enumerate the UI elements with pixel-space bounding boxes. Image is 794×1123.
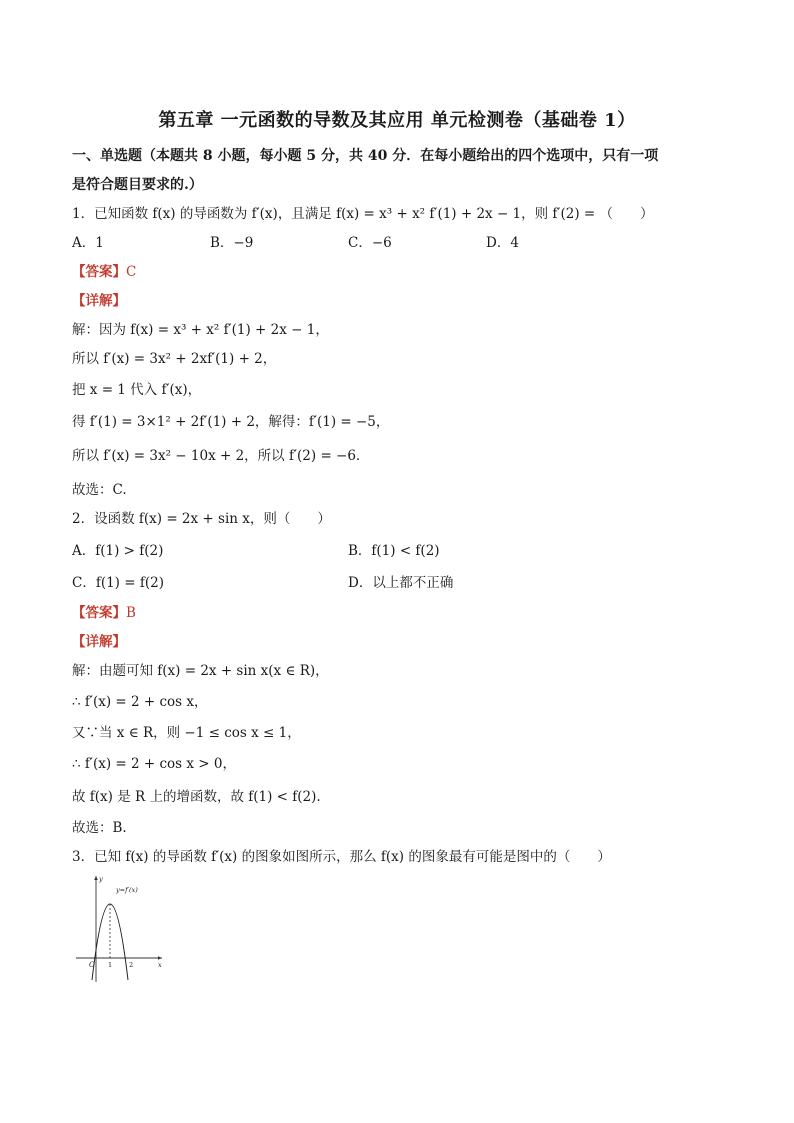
q1-option-a: A．1 (72, 235, 104, 251)
q1-option-b: B．−9 (210, 235, 254, 251)
q2-step-1: 解：由题可知 f(x) = 2x + sin x(x ∈ R)， (72, 663, 329, 679)
q1-option-d: D．4 (486, 235, 519, 251)
q2-option-a: A．f(1) > f(2) (72, 543, 164, 559)
q1-step-1: 解：因为 f(x) = x³ + x² f′(1) + 2x − 1， (72, 322, 329, 338)
q2-step-2: ∴ f′(x) = 2 + cos x， (72, 694, 208, 710)
q1-answer (72, 262, 136, 282)
q1-option-c: C．−6 (348, 235, 392, 251)
page-title: 第五章 一元函数的导数及其应用 单元检测卷（基础卷 1） (158, 110, 636, 131)
q2-step-3: 又∵当 x ∈ R，则 −1 ≤ cos x ≤ 1， (72, 725, 301, 741)
q1-step-3: 把 x = 1 代入 f′(x)， (72, 382, 202, 398)
q1-step-4: 得 f′(1) = 3×1² + 2f′(1) + 2，解得：f′(1) = −5， (72, 414, 390, 430)
x-axis-arrow (158, 956, 162, 960)
q2-answer-value: B (126, 605, 136, 621)
derivative-graph-figure (72, 870, 172, 985)
q2-stem: 2．设函数 f(x) = 2x + sin x，则（ ） (72, 511, 331, 527)
q1-step-6: 故选：C. (72, 482, 127, 498)
q1-step-2: 所以 f′(x) = 3x² + 2xf′(1) + 2， (72, 351, 277, 367)
q1-answer-value: C (126, 264, 137, 280)
q1-answer-label: 【答案】 (72, 264, 126, 280)
q2-step-5: 故 f(x) 是 R 上的增函数，故 f(1) < f(2). (72, 789, 321, 805)
tick-label-1: 1 (108, 961, 113, 969)
q2-answer (72, 603, 136, 623)
section-heading-line1: 一、单选题（本题共 8 小题，每小题 5 分，共 40 分．在每小题给出的四个选项中，只有一项 (72, 148, 659, 164)
q1-step-5: 所以 f′(x) = 3x² − 10x + 2，所以 f′(2) = −6． (72, 448, 370, 464)
curve-label: y=f′(x) (116, 886, 138, 894)
y-axis-arrow (94, 876, 98, 880)
q2-option-d: D．以上都不正确 (348, 575, 454, 591)
q2-option-c: C．f(1) = f(2) (72, 575, 164, 591)
y-axis-label: y (99, 875, 103, 883)
q2-step-4: ∴ f′(x) = 2 + cos x > 0， (72, 756, 236, 772)
q1-detail-label: 【详解】 (72, 293, 126, 309)
origin-label: O (89, 961, 95, 969)
x-axis-label: x (158, 961, 162, 969)
q2-option-b: B．f(1) < f(2) (348, 543, 440, 559)
section-heading-line2: 是符合题目要求的.） (72, 177, 203, 193)
q1-stem: 1．已知函数 f(x) 的导函数为 f′(x)，且满足 f(x) = x³ + x² f′(1) + 2x − 1，则 f′(2) = （ ） (72, 206, 654, 222)
tick-label-2: 2 (129, 961, 134, 969)
q2-answer-label: 【答案】 (72, 605, 126, 621)
q2-detail-label: 【详解】 (72, 634, 126, 650)
q2-step-6: 故选：B. (72, 820, 127, 836)
q3-stem: 3．已知 f(x) 的导函数 f′(x) 的图象如图所示，那么 f(x) 的图象最有可能是图中的（ ） (72, 849, 611, 865)
